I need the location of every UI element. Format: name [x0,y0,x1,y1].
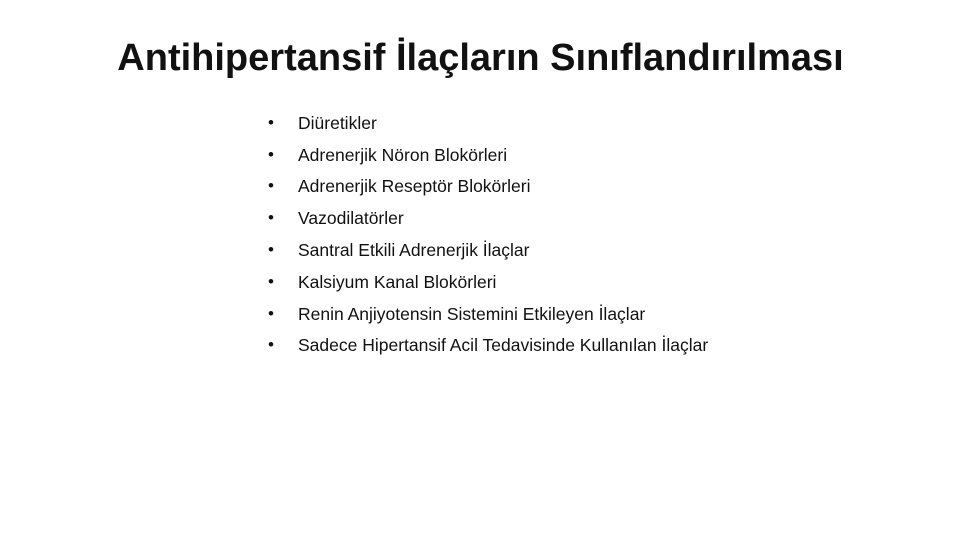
list-item-text: Diüretikler [298,112,377,133]
bullet-list [268,107,708,361]
list-item [268,139,708,171]
list-item-text: Sadece Hipertansif Acil Tedavisinde Kullanılan İlaçlar [298,335,709,356]
bullet-icon: • [268,144,274,164]
bullet-icon: • [268,176,274,196]
slide-title: Antihipertansif İlaçların Sınıflandırılması [117,37,844,79]
list-item [268,266,708,298]
list-item-text: Kalsiyum Kanal Blokörleri [298,271,497,292]
bullet-icon: • [268,335,274,355]
list-item-text: Adrenerjik Reseptör Blokörleri [298,176,531,197]
list-item-text: Santral Etkili Adrenerjik İlaçlar [298,240,530,261]
list-item [268,171,708,203]
list-item-text: Adrenerjik Nöron Blokörleri [298,144,508,165]
bullet-icon: • [268,271,274,291]
bullet-icon: • [268,303,274,323]
list-item [268,234,708,266]
list-item-text: Vazodilatörler [298,208,404,229]
bullet-icon: • [268,240,274,260]
list-item [268,107,708,139]
bullet-icon: • [268,208,274,228]
bullet-icon: • [268,112,274,132]
list-item [268,298,708,330]
list-item [268,202,708,234]
list-item-text: Renin Anjiyotensin Sistemini Etkileyen İlaçlar [298,303,646,324]
list-item [268,330,708,362]
